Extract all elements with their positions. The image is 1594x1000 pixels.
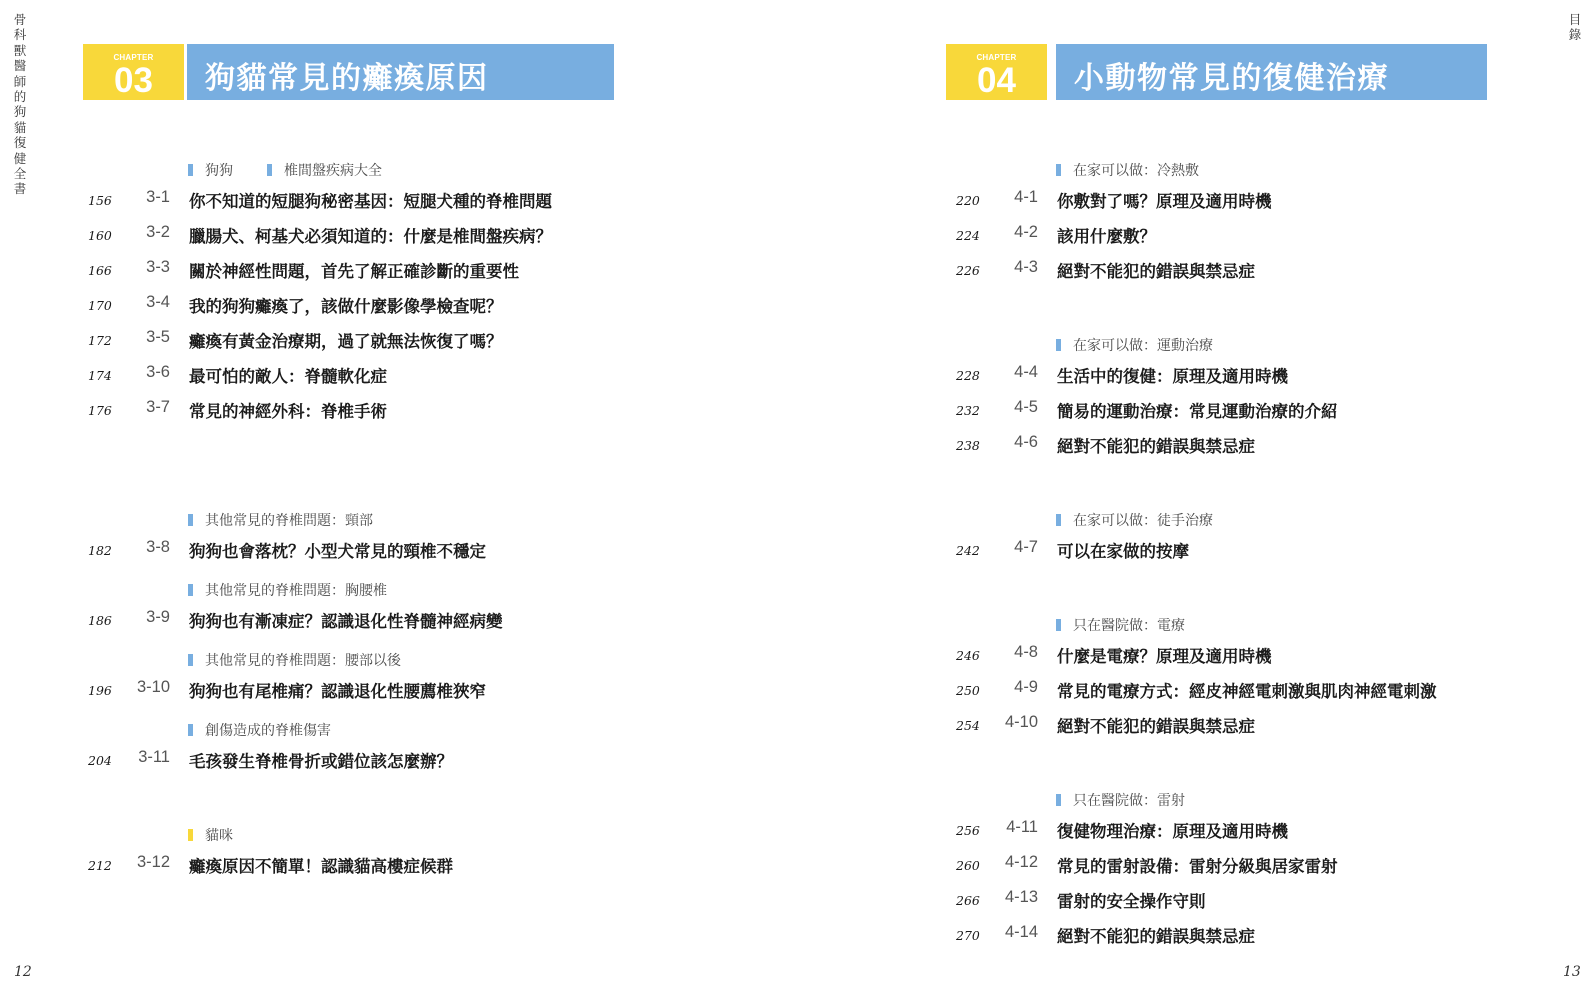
chapter-number-box — [946, 44, 1047, 100]
page-number: 266 — [956, 893, 980, 908]
entry-title: 絕對不能犯的錯誤與禁忌症 — [1057, 717, 1255, 736]
toc-entry[interactable] — [88, 398, 387, 422]
chapter-number: 03 — [114, 61, 153, 100]
marker-icon — [188, 654, 193, 666]
chapter-title: 狗貓常見的癱瘓原因 — [205, 61, 489, 96]
entry-title: 什麼是電療？原理及適用時機 — [1057, 647, 1272, 666]
marker-icon — [1056, 619, 1061, 631]
group-label: 其他常見的脊椎問題：腰部以後 — [188, 650, 401, 670]
group-label: 在家可以做：冷熱敷 — [1056, 160, 1199, 180]
toc-entry[interactable] — [88, 748, 453, 772]
page-number: 270 — [956, 928, 980, 943]
toc-entry[interactable] — [956, 223, 1156, 247]
group-label: 狗狗 椎間盤疾病大全 — [188, 160, 382, 180]
marker-icon — [188, 584, 193, 596]
toc-entry[interactable] — [956, 923, 1255, 947]
entry-title: 關於神經性問題，首先了解正確診斷的重要性 — [189, 262, 519, 281]
chapter-title: 小動物常見的復健治療 — [1074, 61, 1389, 96]
toc-entry[interactable] — [956, 713, 1255, 737]
spine-section-title: 目錄 — [1568, 12, 1582, 43]
marker-icon — [1056, 794, 1061, 806]
toc-entry[interactable] — [956, 188, 1272, 212]
entry-title: 常見的電療方式：經皮神經電刺激與肌肉神經電刺激 — [1057, 682, 1437, 701]
toc-entry[interactable] — [88, 538, 486, 562]
folio-right: 13 — [1563, 964, 1581, 980]
entry-title: 絕對不能犯的錯誤與禁忌症 — [1057, 437, 1255, 456]
entry-title: 我的狗狗癱瘓了，該做什麼影像學檢查呢？ — [189, 297, 503, 316]
chapter-word: CHAPTER — [976, 53, 1017, 62]
section-number: 4-8 — [1014, 643, 1038, 661]
group-label: 其他常見的脊椎問題：胸腰椎 — [188, 580, 387, 600]
section-number: 4-13 — [1004, 888, 1038, 906]
marker-icon — [188, 164, 193, 176]
page-number: 170 — [88, 298, 112, 313]
chapter-04-header — [946, 44, 1481, 100]
entry-title: 最可怕的敵人：脊髓軟化症 — [189, 367, 387, 386]
page-number: 176 — [88, 403, 112, 418]
page-number: 232 — [956, 403, 980, 418]
entry-title: 絕對不能犯的錯誤與禁忌症 — [1057, 927, 1255, 946]
section-number: 3-10 — [136, 678, 170, 696]
entry-title: 狗狗也會落枕？小型犬常見的頸椎不穩定 — [189, 542, 486, 561]
entry-title: 常見的雷射設備：雷射分級與居家雷射 — [1057, 857, 1338, 876]
entry-title: 雷射的安全操作守則 — [1057, 892, 1206, 911]
toc-entry[interactable] — [88, 188, 552, 212]
page-number: 246 — [956, 648, 980, 663]
page-number: 250 — [956, 683, 980, 698]
page-number: 186 — [88, 613, 112, 628]
chapter-title-bar — [187, 44, 614, 100]
section-number: 4-5 — [1014, 398, 1038, 416]
marker-icon — [188, 514, 193, 526]
page-number: 160 — [88, 228, 112, 243]
toc-entry[interactable] — [956, 433, 1255, 457]
toc-entry[interactable] — [88, 608, 503, 632]
section-number: 3-6 — [146, 363, 170, 381]
chapter-word: CHAPTER — [113, 53, 154, 62]
page-number: 238 — [956, 438, 980, 453]
entry-title: 該用什麼敷？ — [1057, 227, 1156, 246]
section-number: 4-3 — [1014, 258, 1038, 276]
entry-title: 毛孩發生脊椎骨折或錯位該怎麼辦？ — [189, 752, 453, 771]
section-number: 4-9 — [1014, 678, 1038, 696]
entry-title: 你不知道的短腿狗秘密基因：短腿犬種的脊椎問題 — [189, 192, 552, 211]
page-number: 156 — [88, 193, 112, 208]
section-number: 3-9 — [146, 608, 170, 626]
page-number: 254 — [956, 718, 980, 733]
section-number: 4-11 — [1006, 818, 1038, 836]
toc-entry[interactable] — [956, 678, 1437, 702]
page-number: 196 — [88, 683, 112, 698]
group-label: 在家可以做：徒手治療 — [1056, 510, 1213, 530]
section-number: 3-11 — [138, 748, 170, 766]
folio-left: 12 — [14, 964, 32, 980]
section-number: 3-12 — [136, 853, 170, 871]
toc-entry[interactable] — [88, 853, 453, 877]
toc-entry[interactable] — [956, 888, 1206, 912]
page-number: 166 — [88, 263, 112, 278]
section-number: 3-2 — [146, 223, 170, 241]
group-label: 創傷造成的脊椎傷害 — [188, 720, 331, 740]
section-number: 3-8 — [146, 538, 170, 556]
toc-entry[interactable] — [956, 853, 1338, 877]
entry-title: 狗狗也有漸凍症？認識退化性脊髓神經病變 — [189, 612, 503, 631]
section-number: 3-3 — [146, 258, 170, 276]
marker-icon — [1056, 339, 1061, 351]
spine-book-title: 骨科獸醫師的狗貓復健全書 — [13, 12, 27, 197]
marker-icon — [188, 724, 193, 736]
marker-icon — [1056, 164, 1061, 176]
entry-title: 簡易的運動治療：常見運動治療的介紹 — [1057, 402, 1338, 421]
page-number: 220 — [956, 193, 980, 208]
entry-title: 狗狗也有尾椎痛？認識退化性腰薦椎狹窄 — [189, 682, 486, 701]
section-number: 3-4 — [146, 293, 170, 311]
toc-entry[interactable] — [956, 398, 1338, 422]
section-number: 4-14 — [1004, 923, 1038, 941]
entry-title: 生活中的復健：原理及適用時機 — [1057, 367, 1288, 386]
page-number: 204 — [88, 753, 112, 768]
toc-entry[interactable] — [88, 258, 519, 282]
chapter-number-box — [83, 44, 184, 100]
section-number: 4-10 — [1004, 713, 1038, 731]
entry-title: 癱瘓有黃金治療期，過了就無法恢復了嗎？ — [189, 332, 503, 351]
toc-entry[interactable] — [88, 223, 552, 247]
toc-entry[interactable] — [956, 538, 1189, 562]
page-number: 260 — [956, 858, 980, 873]
toc-entry[interactable] — [88, 293, 503, 317]
group-label: 只在醫院做：雷射 — [1056, 790, 1185, 810]
marker-icon — [188, 829, 193, 841]
entry-title: 可以在家做的按摩 — [1057, 542, 1189, 561]
section-number: 4-2 — [1014, 223, 1038, 241]
entry-title: 癱瘓原因不簡單！認識貓高樓症候群 — [189, 857, 453, 876]
entry-title: 臘腸犬、柯基犬必須知道的：什麼是椎間盤疾病？ — [189, 227, 552, 246]
marker-icon — [267, 164, 272, 176]
section-number: 3-7 — [146, 398, 170, 416]
section-number: 4-4 — [1014, 363, 1038, 381]
entry-title: 絕對不能犯的錯誤與禁忌症 — [1057, 262, 1255, 281]
page-number: 226 — [956, 263, 980, 278]
entry-title: 你敷對了嗎？原理及適用時機 — [1057, 192, 1272, 211]
toc-entry[interactable] — [956, 363, 1288, 387]
chapter-03-header — [83, 44, 614, 100]
page-number: 174 — [88, 368, 112, 383]
toc-entry[interactable] — [88, 678, 486, 702]
section-number: 3-5 — [146, 328, 170, 346]
page-number: 172 — [88, 333, 112, 348]
section-number: 4-7 — [1014, 538, 1038, 556]
toc-entry[interactable] — [956, 643, 1272, 667]
section-number: 3-1 — [146, 188, 170, 206]
entry-title: 復健物理治療：原理及適用時機 — [1057, 822, 1288, 841]
marker-icon — [1056, 514, 1061, 526]
chapter-title-bar — [1056, 44, 1487, 100]
page-number: 228 — [956, 368, 980, 383]
section-number: 4-1 — [1014, 188, 1038, 206]
page-number: 212 — [88, 858, 112, 873]
toc-entry[interactable] — [88, 363, 387, 387]
toc-entry[interactable] — [956, 258, 1255, 282]
section-number: 4-6 — [1014, 433, 1038, 451]
chapter-number: 04 — [977, 61, 1016, 100]
page-number: 256 — [956, 823, 980, 838]
group-label: 在家可以做：運動治療 — [1056, 335, 1213, 355]
group-label: 其他常見的脊椎問題：頸部 — [188, 510, 373, 530]
page-number: 224 — [956, 228, 980, 243]
group-label: 只在醫院做：電療 — [1056, 615, 1185, 635]
page-number: 182 — [88, 543, 112, 558]
group-label: 貓咪 — [188, 825, 233, 845]
toc-entry[interactable] — [88, 328, 503, 352]
toc-entry[interactable] — [956, 818, 1288, 842]
section-number: 4-12 — [1004, 853, 1038, 871]
page-number: 242 — [956, 543, 980, 558]
entry-title: 常見的神經外科：脊椎手術 — [189, 402, 387, 421]
